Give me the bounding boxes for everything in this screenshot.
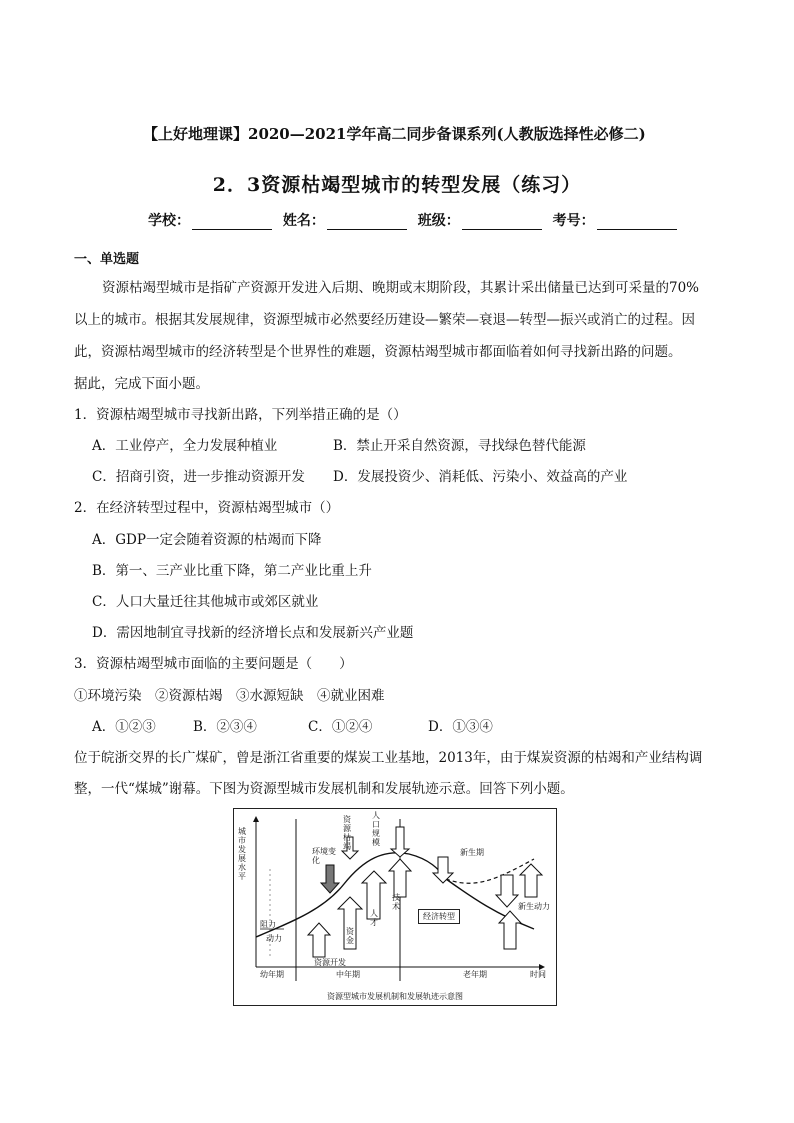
q2-option-a: A．GDP一定会随着资源的枯竭而下降 (92, 532, 322, 548)
name-label: 姓名： (282, 213, 325, 229)
talent-label: 人才 (370, 909, 378, 927)
document-header: 【上好地理课】2020—2021学年高二同步备课系列(人教版选择性必修二) (143, 125, 646, 143)
q3-option-b: B．②③④ (193, 719, 257, 735)
school-label: 学校： (148, 213, 190, 229)
section-heading: 一、单选题 (74, 252, 140, 267)
resource-dev-arrow (308, 923, 330, 957)
power-label: 动力 (266, 934, 282, 943)
question-3-stem: 3．资源枯竭型城市面临的主要问题是（ ） (74, 656, 353, 672)
transformation-box: 经济转型 (418, 909, 460, 924)
new-life-label: 新生期 (460, 848, 484, 857)
resistance-label: 阻力 (260, 920, 276, 929)
q3-option-a: A．①②③ (92, 719, 156, 735)
recovery-curve (446, 859, 534, 883)
passage1-line: 据此，完成下面小题。 (74, 376, 209, 392)
env-change-label: 环境变化 (312, 847, 336, 865)
passage2-line: 位于皖浙交界的长广煤矿，曾是浙江省重要的煤炭工业基地，2013年，由于煤炭资源的枯竭和产业结构调 (74, 750, 703, 766)
y-axis-label: 城市发展水平 (238, 827, 246, 881)
passage1-line: 资源枯竭型城市是指矿产资源开发进入后期、晚期或末期阶段，其累计采出储量已达到可采量的70% (102, 280, 700, 296)
class-field[interactable] (462, 215, 542, 230)
transition-arrow (433, 857, 453, 883)
q3-option-c: C．①②④ (308, 719, 373, 735)
page-title: 2．3资源枯竭型城市的转型发展（练习） (212, 174, 582, 196)
new-life-arrow (520, 864, 542, 897)
q2-option-c: C．人口大量迁往其他城市或郊区就业 (92, 594, 319, 610)
q1-option-c: C．招商引资，进一步推动资源开发 (92, 469, 305, 485)
q2-option-b: B．第一、三产业比重下降，第二产业比重上升 (92, 563, 372, 579)
stage-label: 老年期 (463, 970, 487, 979)
passage1-line: 以上的城市。根据其发展规律，资源型城市必然要经历建设—繁荣—衰退—转型—振兴或消亡的过程。因 (74, 312, 695, 328)
question-1-stem: 1．资源枯竭型城市寻找新出路，下列举措正确的是（） (74, 407, 407, 423)
x-axis-label: 时间 (530, 970, 546, 979)
q2-option-d: D．需因地制宜寻找新的经济增长点和发展新兴产业题 (92, 625, 414, 641)
decline-arrow (496, 875, 518, 907)
env-change-arrow (321, 865, 339, 893)
class-label: 班级： (417, 213, 460, 229)
question-2-stem: 2．在经济转型过程中，资源枯竭型城市（） (74, 500, 340, 516)
exam-no-field[interactable] (597, 215, 677, 230)
q1-option-d: D．发展投资少、消耗低、污染小、效益高的产业 (333, 469, 628, 485)
technology-arrow (389, 859, 411, 897)
population-label: 人口规模 (372, 811, 380, 847)
q1-option-a: A．工业停产，全力发展种植业 (92, 438, 278, 454)
passage2-line: 整，一代“煤城”谢幕。下图为资源型城市发展机制和发展轨迹示意。回答下列小题。 (74, 781, 574, 797)
question-3-items: ①环境污染 ②资源枯竭 ③水源短缺 ④就业困难 (74, 688, 385, 704)
development-diagram (233, 808, 557, 1006)
stage-label: 幼年期 (260, 970, 284, 979)
new-power-arrow (499, 911, 521, 949)
technology-label: 技术 (392, 893, 400, 911)
name-field[interactable] (327, 215, 407, 230)
student-info-row (148, 210, 683, 230)
exam-no-label: 考号： (552, 213, 595, 229)
q3-option-d: D．①③④ (428, 719, 493, 735)
stage-label: 中年期 (336, 970, 360, 979)
school-field[interactable] (192, 215, 272, 230)
q1-option-b: B．禁止开采自然资源，寻找绿色替代能源 (333, 438, 586, 454)
capital-label: 资金 (346, 927, 354, 945)
figure-caption: 资源型城市发展机制和发展轨迹示意图 (327, 992, 463, 1001)
new-power-label: 新生动力 (518, 902, 550, 911)
passage1-line: 此，资源枯竭型城市的经济转型是个世界性的难题，资源枯竭型城市都面临着如何寻找新出路的问题。 (74, 344, 682, 360)
resource-dev-label: 资源开发 (314, 958, 346, 967)
depletion-label: 资源枯竭 (343, 815, 351, 851)
